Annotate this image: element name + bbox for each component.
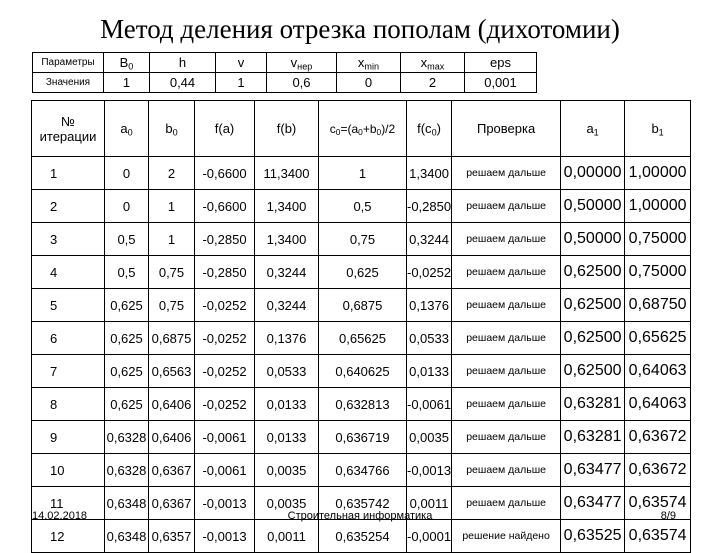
table-row [32, 157, 691, 190]
param-value: 2 [401, 73, 465, 93]
param-header: $x_{max}$ [401, 53, 465, 73]
footer-page-number: 8/9 [660, 510, 676, 522]
fb-value: 0,3244 [255, 256, 319, 289]
table-row [32, 520, 691, 553]
iteration-number: 6 [32, 322, 105, 355]
c0-value: 0,636719 [319, 421, 407, 454]
a0-value: 0 [105, 157, 149, 190]
fc0-value: 0,0011 [407, 487, 452, 520]
iteration-number: 3 [32, 223, 105, 256]
b0-header: $b_0$ [149, 101, 195, 157]
param-value: 0,001 [465, 73, 537, 93]
fc0-value: -0,0061 [407, 388, 452, 421]
fc0-value: -0,0013 [407, 454, 452, 487]
a0-value: 0,5 [105, 223, 149, 256]
fc0-value: 0,0035 [407, 421, 452, 454]
a0-value: 0,6348 [105, 487, 149, 520]
b1-value: 0,64063 [625, 355, 691, 388]
check-status: решаем дальше [452, 487, 561, 520]
fa-value: -0,0252 [195, 322, 255, 355]
table-row [32, 454, 691, 487]
fc0-header: $f(c_0)$ [407, 101, 452, 157]
iteration-number: 2 [32, 190, 105, 223]
fb-value: 0,0533 [255, 355, 319, 388]
b0-value: 0,75 [149, 256, 195, 289]
iteration-number-header: № итерации [32, 101, 105, 157]
b1-value: 0,75000 [625, 256, 691, 289]
fa-value: -0,2850 [195, 223, 255, 256]
b0-value: 0,6875 [149, 322, 195, 355]
c0-value: 0,635254 [319, 520, 407, 553]
fa-value: -0,0252 [195, 289, 255, 322]
a1-value: 0,63477 [561, 454, 625, 487]
c0-value: 0,65625 [319, 322, 407, 355]
fa-value: -0,0252 [195, 355, 255, 388]
a1-value: 0,63281 [561, 421, 625, 454]
b0-value: 1 [149, 190, 195, 223]
check-status: решаем дальше [452, 223, 561, 256]
a0-value: 0,6348 [105, 520, 149, 553]
footer-course: Строительная информатика [287, 510, 433, 522]
b1-value: 0,63574 [625, 520, 691, 553]
b1-value: 0,63672 [625, 454, 691, 487]
iteration-number: 5 [32, 289, 105, 322]
param-header: eps [465, 53, 537, 73]
iteration-number: 7 [32, 355, 105, 388]
b1-value: 0,75000 [625, 223, 691, 256]
iteration-number: 12 [32, 520, 105, 553]
a1-value: 0,62500 [561, 322, 625, 355]
a0-header: $a_0$ [105, 101, 149, 157]
fb-value: 1,3400 [255, 223, 319, 256]
fb-value: 11,3400 [255, 157, 319, 190]
fc0-value: 0,1376 [407, 289, 452, 322]
param-value: 0 [337, 73, 401, 93]
b0-value: 0,75 [149, 289, 195, 322]
parameters-header-row [33, 53, 537, 73]
iteration-number: 11 [32, 487, 105, 520]
a1-value: 0,50000 [561, 223, 625, 256]
check-status: решаем дальше [452, 190, 561, 223]
c0-value: 0,6875 [319, 289, 407, 322]
fb-value: 0,3244 [255, 289, 319, 322]
a1-value: 0,62500 [561, 355, 625, 388]
b1-value: 0,63574 [625, 487, 691, 520]
b0-value: 0,6357 [149, 520, 195, 553]
parameters-label: Параметры [33, 53, 104, 73]
fa-value: -0,6600 [195, 157, 255, 190]
fc0-value: 0,3244 [407, 223, 452, 256]
check-status: решаем дальше [452, 421, 561, 454]
table-row [32, 190, 691, 223]
b1-value: 0,64063 [625, 388, 691, 421]
a0-value: 0,5 [105, 256, 149, 289]
iteration-number: 10 [32, 454, 105, 487]
parameters-values-row [33, 73, 537, 93]
a0-value: 0,6328 [105, 454, 149, 487]
iterations-header-row [32, 101, 691, 157]
c0-value: 1 [319, 157, 407, 190]
param-header: $B_0$ [104, 53, 150, 73]
b0-value: 0,6367 [149, 487, 195, 520]
c0-value: 0,632813 [319, 388, 407, 421]
c0-value: 0,634766 [319, 454, 407, 487]
check-status: решаем дальше [452, 355, 561, 388]
fc0-value: 0,0133 [407, 355, 452, 388]
b1-value: 0,68750 [625, 289, 691, 322]
iteration-number: 9 [32, 421, 105, 454]
a1-value: 0,62500 [561, 289, 625, 322]
table-row [32, 421, 691, 454]
check-status: решаем дальше [452, 322, 561, 355]
fa-value: -0,0013 [195, 520, 255, 553]
b1-value: 0,63672 [625, 421, 691, 454]
a1-value: 0,00000 [561, 157, 625, 190]
fa-value: -0,0061 [195, 454, 255, 487]
a1-value: 0,63477 [561, 487, 625, 520]
check-status: решаем дальше [452, 256, 561, 289]
b1-value: 1,00000 [625, 157, 691, 190]
fa-value: -0,0013 [195, 487, 255, 520]
check-status: решение найдено [452, 520, 561, 553]
footer-date: 14.02.2018 [32, 510, 88, 522]
fb-value: 0,0133 [255, 388, 319, 421]
iteration-number: 8 [32, 388, 105, 421]
b1-value: 1,00000 [625, 190, 691, 223]
a0-value: 0,625 [105, 388, 149, 421]
fb-value: 1,3400 [255, 190, 319, 223]
a1-value: 0,62500 [561, 256, 625, 289]
table-row [32, 355, 691, 388]
fb-value: 0,0035 [255, 487, 319, 520]
a1-value: 0,50000 [561, 190, 625, 223]
fa-value: -0,6600 [195, 190, 255, 223]
iterations-table [31, 100, 691, 553]
b0-value: 2 [149, 157, 195, 190]
b0-value: 1 [149, 223, 195, 256]
a0-value: 0 [105, 190, 149, 223]
fc0-value: -0,0001 [407, 520, 452, 553]
c0-value: 0,75 [319, 223, 407, 256]
fb-value: 0,0011 [255, 520, 319, 553]
a1-header: $a_1$ [561, 101, 625, 157]
b0-value: 0,6406 [149, 421, 195, 454]
b1-value: 0,65625 [625, 322, 691, 355]
a1-value: 0,63525 [561, 520, 625, 553]
fa-value: -0,0252 [195, 388, 255, 421]
page-title: Метод деления отрезка пополам (дихотомии) [100, 14, 620, 44]
param-value: 1 [216, 73, 267, 93]
fc0-value: 1,3400 [407, 157, 452, 190]
table-row [32, 289, 691, 322]
parameters-table [32, 52, 537, 93]
param-header: h [150, 53, 216, 73]
fb-value: 0,1376 [255, 322, 319, 355]
check-status: решаем дальше [452, 289, 561, 322]
b0-value: 0,6563 [149, 355, 195, 388]
check-status: решаем дальше [452, 157, 561, 190]
b0-value: 0,6367 [149, 454, 195, 487]
table-row [32, 256, 691, 289]
b1-header: $b_1$ [625, 101, 691, 157]
c0-value: 0,635742 [319, 487, 407, 520]
c0-value: 0,625 [319, 256, 407, 289]
check-status: решаем дальше [452, 454, 561, 487]
a0-value: 0,6328 [105, 421, 149, 454]
a0-value: 0,625 [105, 355, 149, 388]
param-value: 1 [104, 73, 150, 93]
check-header: Проверка [452, 101, 561, 157]
fb-header: f(b) [255, 101, 319, 157]
param-value: 0,6 [267, 73, 337, 93]
table-row [32, 388, 691, 421]
fc0-value: 0,0533 [407, 322, 452, 355]
fa-value: -0,0061 [195, 421, 255, 454]
a0-value: 0,625 [105, 322, 149, 355]
a1-value: 0,63281 [561, 388, 625, 421]
fb-value: 0,0035 [255, 454, 319, 487]
fa-value: -0,2850 [195, 256, 255, 289]
values-label: Значения [33, 73, 104, 93]
iteration-number: 4 [32, 256, 105, 289]
table-row [32, 322, 691, 355]
param-header: $v_{нер}$ [267, 53, 337, 73]
b0-value: 0,6406 [149, 388, 195, 421]
c0-header: $c_0=(a_0+b_0)/2$ [319, 101, 407, 157]
param-header: v [216, 53, 267, 73]
check-status: решаем дальше [452, 388, 561, 421]
param-value: 0,44 [150, 73, 216, 93]
table-row [32, 223, 691, 256]
a0-value: 0,625 [105, 289, 149, 322]
c0-value: 0,5 [319, 190, 407, 223]
fa-header: f(a) [195, 101, 255, 157]
fb-value: 0,0133 [255, 421, 319, 454]
param-header: $x_{min}$ [337, 53, 401, 73]
c0-value: 0,640625 [319, 355, 407, 388]
iteration-number: 1 [32, 157, 105, 190]
fc0-value: -0,0252 [407, 256, 452, 289]
fc0-value: -0,2850 [407, 190, 452, 223]
